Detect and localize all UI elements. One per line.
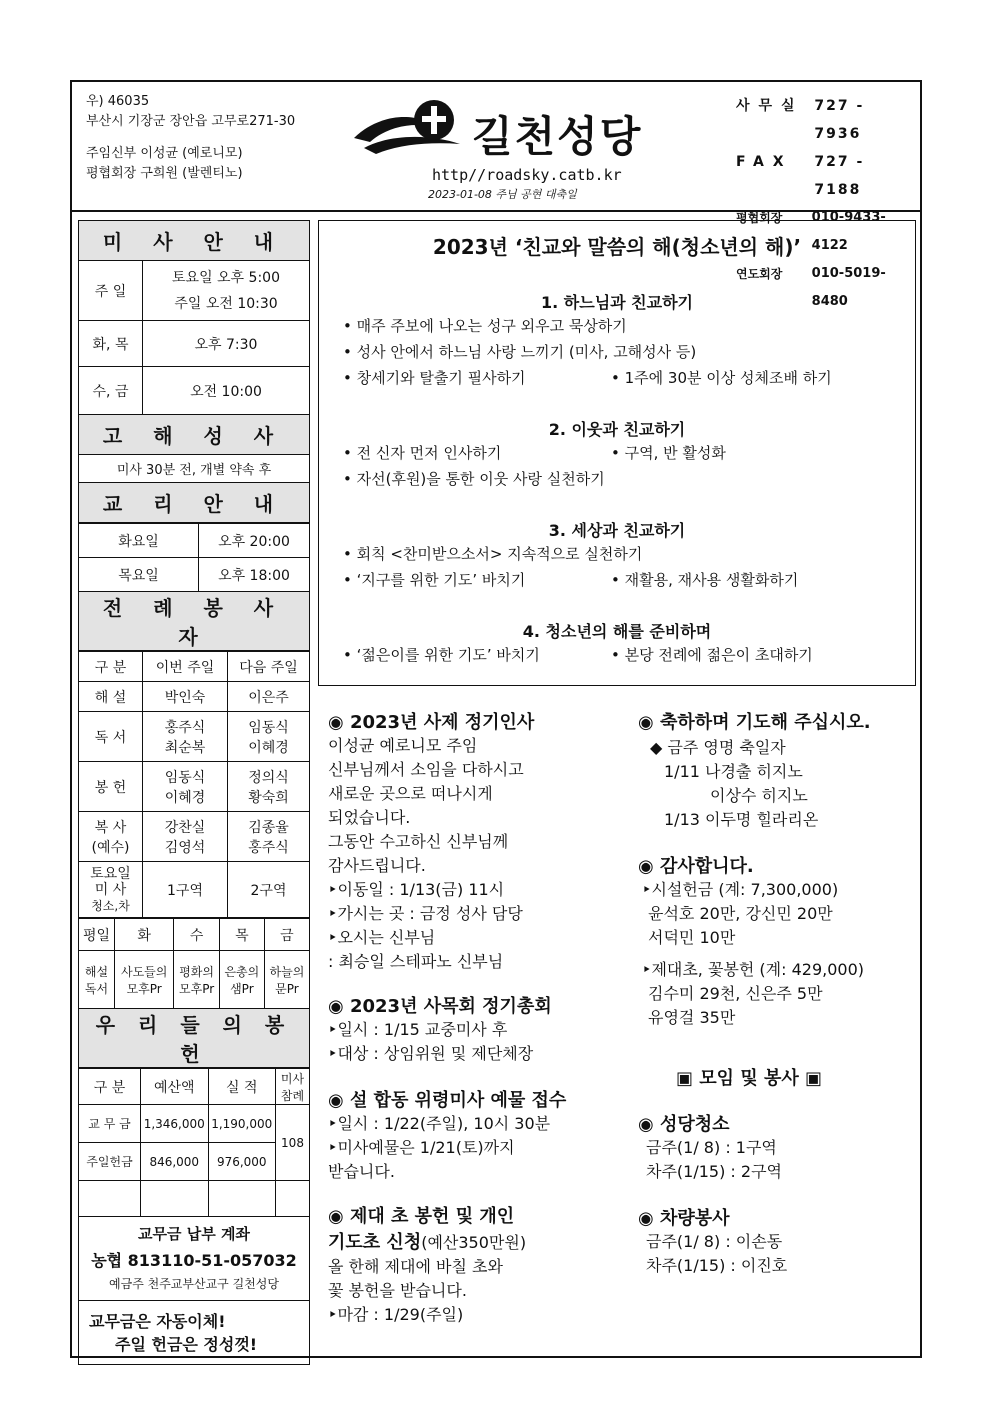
news-4-line-1: 올 한해 제대에 바칠 초와	[328, 1257, 503, 1276]
youth-tel: 010-5019-8480	[811, 266, 886, 309]
cleaning-line-2: 차주(1/15) : 2구역	[646, 1162, 782, 1181]
theme-s2: 2. 이웃과 친교하기	[548, 420, 686, 439]
account-title: 교무금 납부 계좌	[138, 1225, 250, 1243]
theme-s4: 4. 청소년의 해를 준비하며	[522, 622, 712, 641]
news-2-title: ◉ 2023년 사목회 정기총회	[328, 996, 552, 1017]
thanks-section-2-line-2: 유영걸 35만	[648, 1008, 736, 1027]
news-1-title: ◉ 2023년 사제 정기인사	[328, 712, 535, 733]
theme-s3-b2: • ‘지구를 위한 기도’ 바치기	[343, 571, 526, 589]
weekday-role-2: 독서	[84, 981, 109, 996]
catechism-title: 교 리 안 내	[79, 483, 310, 523]
theme-s1: 1. 하느님과 친교하기	[541, 293, 693, 312]
bulletin-frame	[70, 80, 922, 1358]
church-name: 길천성당	[472, 112, 643, 161]
news-1-line-6: 감사드립니다.	[328, 856, 426, 875]
weekday-fri: 금	[264, 919, 309, 951]
weekday-thu-a: 은총의	[224, 964, 260, 979]
offering-h-att-b: 참례	[280, 1088, 305, 1103]
servers-r5-a: 토요일	[90, 865, 131, 882]
news-column	[328, 708, 628, 1327]
pastor: 주임신부 이성균 (예로니모)	[86, 146, 243, 161]
thanks-section-2-line-1: 김수미 29천, 신은주 5만	[648, 984, 823, 1003]
servers-r2-next-2: 이혜경	[248, 739, 289, 756]
theme-s1-b3: • 창세기와 탈출기 필사하기	[343, 369, 526, 387]
theme-s3-b3: • 재활용, 재사용 생활화하기	[611, 571, 799, 589]
header-divider	[72, 210, 920, 212]
servers-r1: 해 설	[79, 682, 143, 712]
vehicle-title: ◉ 차량봉사	[638, 1208, 730, 1229]
offering-h-att-a: 미사	[280, 1071, 305, 1086]
news-4-title-budget: (예산350만원)	[421, 1233, 527, 1252]
theme-s3-b1: • 회칙 <찬미받으소서> 지속적으로 실천하기	[343, 545, 643, 563]
thanks-title: ◉ 감사합니다.	[638, 856, 754, 877]
website-url[interactable]: http//roadsky.catb.kr	[432, 166, 622, 184]
theme-s1-b4: • 1주에 30분 이상 성체조배 하기	[611, 369, 832, 387]
news-1-line-10: : 최승일 스테파노 신부님	[328, 952, 504, 971]
servers-h-this: 이번 주일	[143, 652, 228, 682]
cleaning-line-1: 금주(1/ 8) : 1구역	[646, 1138, 777, 1157]
mass-wf-time: 오전 10:00	[143, 367, 310, 415]
news-1-line-2: 신부님께서 소임을 다하시고	[328, 760, 524, 779]
meetings-title: ▣ 모임 및 봉사 ▣	[676, 1068, 823, 1089]
offering-table	[78, 1068, 310, 1217]
mass-sat-time: 토요일 오후 5:00	[172, 269, 280, 286]
news-1-line-1: 이성균 예로니모 주임	[328, 736, 478, 755]
postcode: 우) 46035	[86, 94, 150, 109]
celebration-line-3: 1/13 이두명 힐라리온	[664, 810, 819, 829]
news-1-line-9: ‣오시는 신부님	[328, 928, 436, 947]
theme-box	[318, 220, 916, 686]
office-label: 사무실	[736, 98, 804, 114]
mass-title: 미 사 안 내	[79, 221, 310, 261]
weekday-thu-b: 샘Pr	[230, 981, 254, 996]
celebration-line-1: 1/11 나경출 히지노	[664, 762, 803, 781]
theme-s1-b2: • 성사 안에서 하느님 사랑 느끼기 (미사, 고해성사 등)	[343, 343, 697, 361]
account-note-2: 주일 헌금은 정성껏!	[115, 1335, 258, 1354]
news-2-line-2: ‣대상 : 상임위원 및 제단체장	[328, 1044, 534, 1063]
servers-r2-next-1: 임동식	[248, 719, 289, 736]
servers-r4-this-2: 김영석	[164, 839, 206, 856]
news-1-line-8: ‣가시는 곳 : 금정 성사 담당	[328, 904, 523, 923]
theme-s4-b2: • 본당 전례에 젊은이 초대하기	[611, 646, 813, 664]
news-3-line-1: ‣일시 : 1/22(주일), 10시 30분	[328, 1114, 551, 1133]
bulletin-date: 2023-01-08 주님 공현 대축일	[428, 188, 577, 201]
offering-r2-budget: 846,000	[141, 1143, 209, 1181]
theme-s1-b1: • 매주 주보에 나오는 성구 외우고 묵상하기	[343, 317, 627, 335]
offering-h-actual: 실 적	[208, 1069, 276, 1105]
offering-h-budget: 예산액	[141, 1069, 209, 1105]
news-4-title-1: ◉ 제대 초 봉헌 및 개인	[328, 1206, 515, 1227]
news-2-line-1: ‣일시 : 1/15 교중미사 후	[328, 1020, 508, 1039]
celebration-title: ◉ 축하하며 기도해 주십시오.	[638, 712, 871, 733]
weekday-table	[78, 918, 310, 1068]
mass-sunday-label: 주 일	[79, 261, 143, 321]
thanks-section-1: ‣시설헌금 (계: 7,300,000)	[642, 880, 839, 899]
servers-r3: 봉 헌	[79, 762, 143, 812]
servers-r3-this-2: 이혜경	[164, 789, 206, 806]
mass-sun-time: 주일 오전 10:30	[174, 295, 278, 312]
news-1-line-7: ‣이동일 : 1/13(금) 11시	[328, 880, 505, 899]
servers-r4-this-1: 강찬실	[164, 819, 206, 836]
church-logo-icon	[350, 94, 470, 158]
theme-title: 2023년 ‘친교와 말씀의 해(청소년의 해)’	[432, 235, 802, 259]
council-tel-label: 평협회장	[736, 211, 783, 225]
servers-h-div: 구 분	[79, 652, 143, 682]
account-note-1: 교무금은 자동이체!	[89, 1312, 226, 1331]
fax-label: FAX	[736, 154, 793, 170]
header-address-block	[86, 92, 336, 184]
thanks-section-1-line-2: 서덕민 10만	[648, 928, 736, 947]
theme-s4-b1: • ‘젊은이를 위한 기도’ 바치기	[343, 646, 540, 664]
offering-title: 우 리 들 의 봉 헌	[79, 1009, 310, 1068]
cleaning-title: ◉ 성당청소	[638, 1114, 730, 1135]
weekday-thu: 목	[219, 919, 264, 951]
mass-wf-label: 수, 금	[79, 367, 143, 415]
theme-s2-b3: • 자선(후원)을 통한 이웃 사랑 실천하기	[343, 470, 605, 488]
thanks-section-1-line-1: 윤석호 20만, 강신민 20만	[648, 904, 833, 923]
servers-r5-b: 미 사	[94, 881, 127, 898]
news-4-line-3: ‣마감 : 1/29(주일)	[328, 1305, 464, 1324]
servers-r4-b: (예수)	[91, 839, 130, 856]
offering-r1-actual: 1,190,000	[208, 1105, 276, 1143]
catechism-time-2: 오후 18:00	[199, 558, 310, 592]
servers-r3-next-2: 황숙희	[248, 789, 289, 806]
vehicle-line-2: 차주(1/15) : 이진호	[646, 1256, 788, 1275]
news-1-line-3: 새로운 곳으로 떠나시게	[328, 784, 493, 803]
account-holder: 예금주 천주교부산교구 길천성당	[109, 1277, 279, 1291]
news-4-title-2: 기도초 신청	[328, 1232, 422, 1253]
office-number: 727 - 7936	[814, 98, 865, 142]
offering-r1: 교 무 금	[79, 1105, 141, 1143]
right-column	[638, 708, 918, 1278]
news-1-line-4: 되었습니다.	[328, 808, 411, 827]
servers-r5-this: 1구역	[143, 862, 228, 918]
servers-r2: 독 서	[79, 712, 143, 762]
weekday-fri-b: 문Pr	[275, 981, 299, 996]
weekday-role-1: 해설	[84, 964, 109, 979]
theme-s2-b2: • 구역, 반 활성화	[611, 444, 726, 462]
catechism-day-2: 목요일	[79, 558, 199, 592]
account-note-box	[78, 1301, 310, 1365]
fax-number: 727 - 7188	[814, 154, 865, 198]
weekday-wed-b: 모후Pr	[179, 981, 215, 996]
weekday-tue-b: 모후Pr	[126, 981, 162, 996]
weekday-wed-a: 평화의	[179, 964, 214, 979]
servers-r2-this-2: 최순복	[164, 739, 206, 756]
address: 부산시 기장군 장안읍 고무로271-30	[86, 114, 296, 129]
youth-tel-label: 연도회장	[736, 267, 783, 281]
servers-r1-next: 이은주	[228, 682, 310, 712]
mass-tt-label: 화, 목	[79, 321, 143, 367]
mass-table	[78, 220, 310, 523]
account-number: 농협 813110-51-057032	[91, 1251, 297, 1270]
offering-r2-actual: 976,000	[208, 1143, 276, 1181]
servers-r1-this: 박인숙	[143, 682, 228, 712]
servers-r5-next: 2구역	[228, 862, 310, 918]
servers-h-next: 다음 주일	[228, 652, 310, 682]
vehicle-line-1: 금주(1/ 8) : 이손동	[646, 1232, 783, 1251]
weekday-tue: 화	[115, 919, 174, 951]
left-column	[78, 220, 310, 1365]
servers-r4-a: 복 사	[94, 819, 127, 836]
offering-h-div: 구 분	[79, 1069, 141, 1105]
celebration-line-2: 이상수 히지노	[710, 786, 808, 805]
servers-table	[78, 651, 310, 918]
theme-s2-b1: • 전 신자 먼저 인사하기	[343, 444, 502, 462]
mass-tt-time: 오후 7:30	[143, 321, 310, 367]
servers-r3-next-1: 정의식	[248, 769, 289, 786]
catechism-day-1: 화요일	[79, 524, 199, 558]
council-president: 평협회장 구희원 (발렌티노)	[86, 166, 243, 181]
news-3-line-3: 받습니다.	[328, 1162, 395, 1181]
news-3-line-2: ‣미사예물은 1/21(토)까지	[328, 1138, 515, 1157]
offering-r2: 주일헌금	[79, 1143, 141, 1181]
confession-text: 미사 30분 전, 개별 약속 후	[79, 455, 310, 483]
news-4-line-2: 꽃 봉헌을 받습니다.	[328, 1281, 467, 1300]
weekday-tue-a: 사도들의	[120, 964, 168, 979]
servers-title: 전 례 봉 사 자	[79, 592, 310, 651]
weekday-wed: 수	[174, 919, 220, 951]
servers-r5-c: 청소,차	[91, 898, 130, 913]
council-tel: 010-9433-4122	[811, 210, 886, 253]
servers-r4-next-2: 홍주식	[248, 839, 289, 856]
thanks-section-2: ‣제대초, 꽃봉헌 (계: 429,000)	[642, 960, 865, 979]
offering-attendance: 108	[276, 1105, 310, 1181]
offering-r1-budget: 1,346,000	[141, 1105, 209, 1143]
weekday-label: 평일	[79, 919, 115, 951]
celebration-sub: ◆ 금주 영명 축일자	[650, 738, 786, 757]
catechism-time-1: 오후 20:00	[199, 524, 310, 558]
news-1-line-5: 그동안 수고하신 신부님께	[328, 832, 509, 851]
servers-r2-this-1: 홍주식	[164, 719, 206, 736]
theme-s3: 3. 세상과 친교하기	[548, 521, 686, 540]
servers-r3-this-1: 임동식	[164, 769, 206, 786]
servers-r4-next-1: 김종율	[248, 819, 289, 836]
confession-title: 고 해 성 사	[79, 415, 310, 455]
catechism-table	[78, 523, 310, 651]
news-3-title: ◉ 설 합동 위령미사 예물 접수	[328, 1090, 567, 1111]
account-box	[78, 1217, 310, 1301]
weekday-fri-a: 하늘의	[269, 964, 305, 979]
